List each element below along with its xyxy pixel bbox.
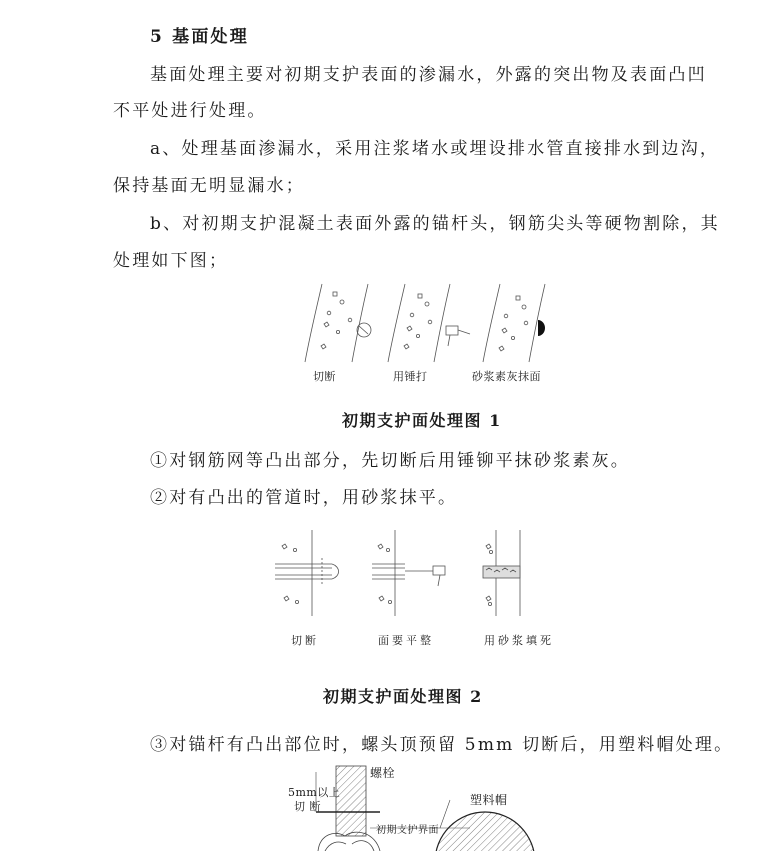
item-a-line1: a、处理基面渗漏水，采用注浆堵水或埋设排水管直接排水到边沟， [150,139,720,159]
figure3-cut-label-line2: 切 断 [294,800,321,813]
note1: ①对钢筋网等凸出部分，先切断后用锤铆平抹砂浆素灰。 [150,451,630,471]
figure1-label-hammer: 用锤打 [393,370,428,383]
note2: ②对有凸出的管道时，用砂浆抹平。 [150,488,458,508]
figure1-label-plaster: 砂浆素灰抹面 [472,370,541,383]
item-b-line1: b、对初期支护混凝土表面外露的锚杆头，钢筋尖头等硬物割除，其 [150,214,720,234]
figure1-label-cut: 切断 [313,370,336,383]
figure3-cap-label: 塑料帽 [470,793,508,807]
figure2-caption: 初期支护面处理图 2 [323,687,483,706]
item-a-line2: 保持基面无明显漏水； [113,176,305,196]
figure2-label-flat: 面要平整 [378,634,434,647]
figure1-drawing [300,280,560,365]
figure1-caption: 初期支护面处理图 1 [342,411,502,430]
figure2-label-cut: 切断 [291,634,319,647]
item-b-line2: 处理如下图； [113,251,229,271]
figure3-bolt-label: 螺栓 [370,766,396,780]
section-heading: 5 基面处理 [150,27,249,47]
figure3-interface-label: 初期支护界面 [376,825,439,836]
figure2-label-fill: 用砂浆填死 [484,634,554,647]
figure3-drawing [280,762,580,851]
figure3-cut-label-line1: 5mm以上 [288,786,341,799]
figure2-drawing [270,528,530,618]
note3: ③对锚杆有凸出部位时，螺头顶预留 5mm 切断后，用塑料帽处理。 [150,735,734,755]
intro-text-line2: 不平处进行处理。 [113,101,267,121]
intro-text-line1: 基面处理主要对初期支护表面的渗漏水，外露的突出物及表面凸凹 [150,65,707,85]
